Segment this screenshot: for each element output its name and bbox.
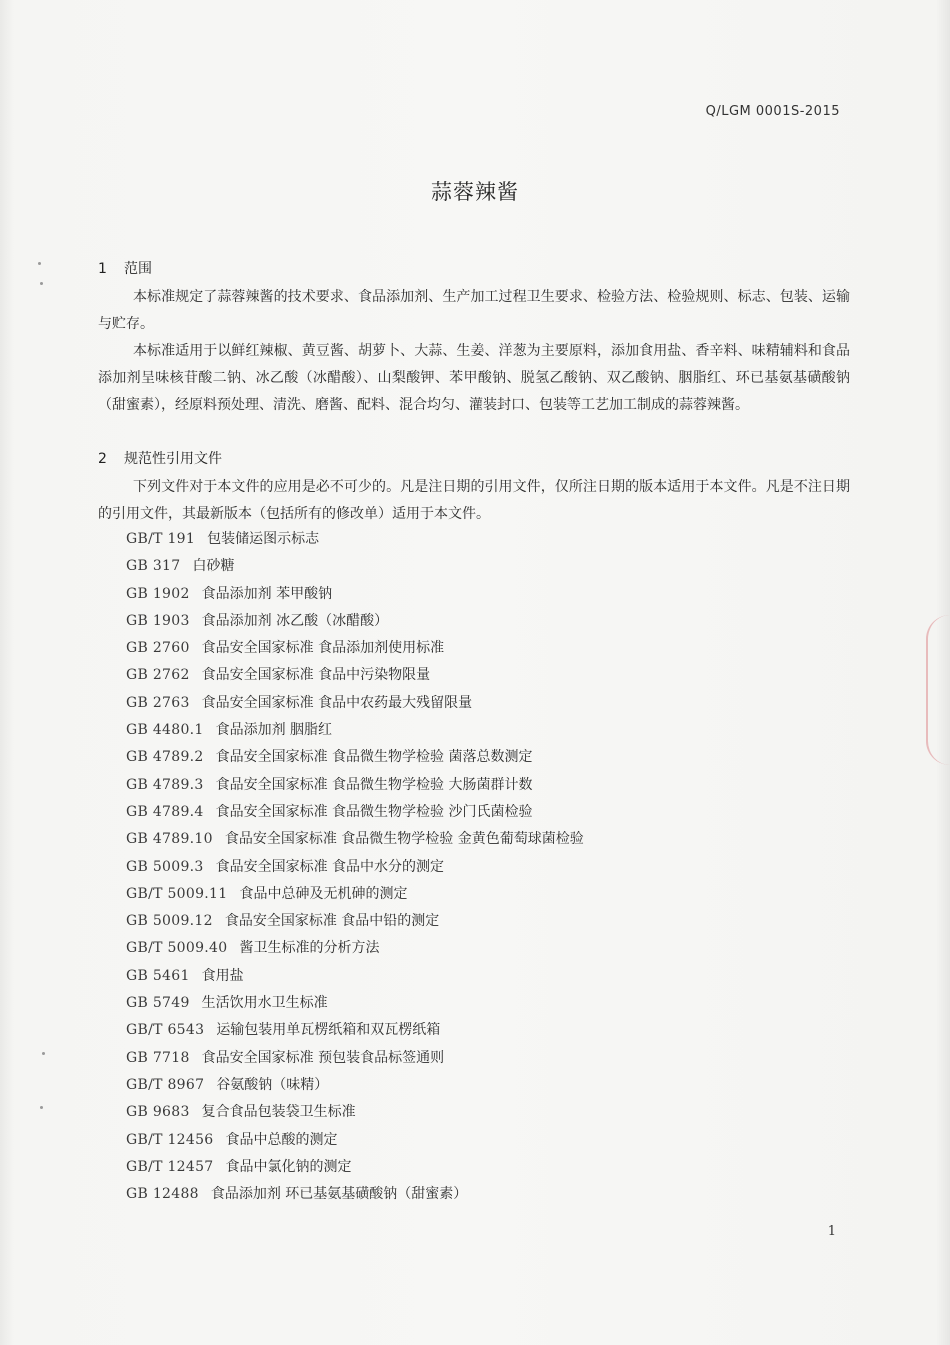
reference-name: 酱卫生标准的分析方法 bbox=[239, 940, 380, 957]
reference-name: 食品添加剂 冰乙酸（冰醋酸） bbox=[201, 612, 389, 629]
reference-item bbox=[126, 826, 584, 853]
document-title: 蒜蓉辣酱 bbox=[431, 180, 519, 204]
reference-item bbox=[126, 581, 584, 608]
reference-code: GB 4789.2 bbox=[126, 749, 204, 766]
reference-name: 食品添加剂 环已基氨基磺酸钠（甜蜜素） bbox=[210, 1186, 468, 1203]
reference-name: 复合食品包装袋卫生标准 bbox=[201, 1104, 356, 1121]
reference-item bbox=[126, 990, 584, 1017]
reference-name: 运输包装用单瓦楞纸箱和双瓦楞纸箱 bbox=[216, 1022, 441, 1039]
reference-code: GB 4789.3 bbox=[126, 776, 204, 793]
reference-item bbox=[126, 1045, 584, 1072]
reference-code: GB 5009.12 bbox=[126, 913, 213, 930]
reference-code: GB 317 bbox=[126, 558, 181, 575]
reference-item bbox=[126, 1181, 584, 1208]
reference-name: 食品添加剂 苯甲酸钠 bbox=[201, 585, 333, 602]
reference-name: 食品中氯化钠的测定 bbox=[225, 1158, 352, 1175]
reference-name: 食用盐 bbox=[201, 967, 244, 984]
reference-code: GB 12488 bbox=[126, 1186, 199, 1203]
reference-item bbox=[126, 662, 584, 689]
scan-speck bbox=[40, 282, 43, 285]
reference-name: 食品安全国家标准 食品中水分的测定 bbox=[215, 858, 445, 875]
scan-speck bbox=[42, 1052, 45, 1055]
reference-name: 包装储运图示标志 bbox=[207, 531, 320, 547]
reference-item bbox=[126, 1127, 584, 1154]
reference-code: GB 4789.4 bbox=[126, 803, 204, 820]
reference-name: 食品安全国家标准 食品微生物学检验 沙门氏菌检验 bbox=[215, 803, 533, 820]
reference-code: GB 2760 bbox=[126, 640, 190, 657]
reference-item bbox=[126, 1154, 584, 1181]
reference-name: 生活饮用水卫生标准 bbox=[201, 995, 328, 1012]
reference-item bbox=[126, 1017, 584, 1044]
section-title: 范围 bbox=[124, 261, 152, 277]
reference-code: GB 5461 bbox=[126, 967, 190, 984]
reference-code: GB/T 8967 bbox=[126, 1076, 205, 1093]
reference-item bbox=[126, 553, 584, 580]
page-number: 1 bbox=[827, 1224, 836, 1239]
reference-code: GB/T 12457 bbox=[126, 1158, 214, 1175]
section-number: 2 bbox=[98, 451, 107, 467]
seal-stamp-edge bbox=[926, 615, 950, 765]
reference-code: GB/T 191 bbox=[126, 531, 196, 547]
reference-item bbox=[126, 1099, 584, 1126]
reference-name: 食品安全国家标准 食品微生物学检验 大肠菌群计数 bbox=[215, 776, 533, 793]
reference-name: 食品中总砷及无机砷的测定 bbox=[239, 885, 408, 902]
reference-name: 食品安全国家标准 食品微生物学检验 金黄色葡萄球菌检验 bbox=[224, 831, 584, 848]
reference-code: GB 1903 bbox=[126, 612, 190, 629]
reference-code: GB 5749 bbox=[126, 995, 190, 1012]
reference-name: 食品安全国家标准 食品中铅的测定 bbox=[224, 913, 440, 930]
reference-name: 食品添加剂 胭脂红 bbox=[215, 722, 333, 739]
standard-code: Q/LGM 0001S-2015 bbox=[705, 104, 840, 119]
reference-list bbox=[126, 526, 584, 1208]
reference-name: 食品安全国家标准 食品中污染物限量 bbox=[201, 667, 431, 684]
section-heading-normative-references bbox=[98, 448, 222, 468]
reference-code: GB/T 12456 bbox=[126, 1131, 214, 1148]
scope-paragraph-1: 本标准规定了蒜蓉辣酱的技术要求、食品添加剂、生产加工过程卫生要求、检验方法、检验规则、标志、包装、运输与贮存。 bbox=[98, 289, 850, 332]
section-title: 规范性引用文件 bbox=[124, 451, 222, 467]
reference-item bbox=[126, 935, 584, 962]
reference-item bbox=[126, 881, 584, 908]
reference-item bbox=[126, 608, 584, 635]
reference-name: 食品中总酸的测定 bbox=[225, 1131, 338, 1148]
reference-item bbox=[126, 1072, 584, 1099]
reference-code: GB 9683 bbox=[126, 1104, 190, 1121]
reference-name: 谷氨酸钠（味精） bbox=[216, 1076, 329, 1093]
reference-item bbox=[126, 854, 584, 881]
section-number: 1 bbox=[98, 261, 107, 277]
scan-speck bbox=[38, 262, 41, 265]
scope-paragraph-2: 本标准适用于以鲜红辣椒、黄豆酱、胡萝卜、大蒜、生姜、洋葱为主要原料，添加食用盐、香辛料、味精辅料和食品添加剂呈味核苷酸二钠、冰乙酸（冰醋酸）、山梨酸钾、苯甲酸钠、脱氢乙酸钠、双乙酸钠、胭脂红、环已基氨基磺酸钠（甜蜜素），经原料预处理、清洗、磨酱、配料、混合均匀、灌装封口、包装等工艺加工制成的蒜蓉辣酱。 bbox=[98, 343, 850, 413]
reference-code: GB 2762 bbox=[126, 667, 190, 684]
reference-item bbox=[126, 772, 584, 799]
reference-code: GB 2763 bbox=[126, 694, 190, 711]
reference-code: GB 5009.3 bbox=[126, 858, 204, 875]
reference-item bbox=[126, 690, 584, 717]
reference-item bbox=[126, 744, 584, 771]
reference-code: GB/T 5009.40 bbox=[126, 940, 228, 957]
reference-code: GB 1902 bbox=[126, 585, 190, 602]
reference-name: 食品安全国家标准 食品微生物学检验 菌落总数测定 bbox=[215, 749, 533, 766]
scan-speck bbox=[40, 1106, 43, 1109]
reference-name: 食品安全国家标准 食品添加剂使用标准 bbox=[201, 640, 445, 657]
reference-code: GB/T 6543 bbox=[126, 1022, 205, 1039]
reference-code: GB 7718 bbox=[126, 1049, 190, 1066]
section-heading-scope bbox=[98, 258, 152, 278]
reference-item bbox=[126, 908, 584, 935]
reference-item bbox=[126, 635, 584, 662]
references-intro-paragraph: 下列文件对于本文件的应用是必不可少的。凡是注日期的引用文件，仅所注日期的版本适用于本文件。凡是不注日期的引用文件，其最新版本（包括所有的修改单）适用于本文件。 bbox=[98, 479, 850, 522]
reference-code: GB/T 5009.11 bbox=[126, 885, 228, 902]
reference-code: GB 4789.10 bbox=[126, 831, 213, 848]
reference-item bbox=[126, 717, 584, 744]
reference-item bbox=[126, 963, 584, 990]
reference-name: 食品安全国家标准 食品中农药最大残留限量 bbox=[201, 694, 473, 711]
reference-code: GB 4480.1 bbox=[126, 722, 204, 739]
reference-name: 食品安全国家标准 预包装食品标签通则 bbox=[201, 1049, 445, 1066]
reference-item bbox=[126, 799, 584, 826]
reference-item bbox=[126, 526, 584, 553]
reference-name: 白砂糖 bbox=[192, 558, 235, 575]
